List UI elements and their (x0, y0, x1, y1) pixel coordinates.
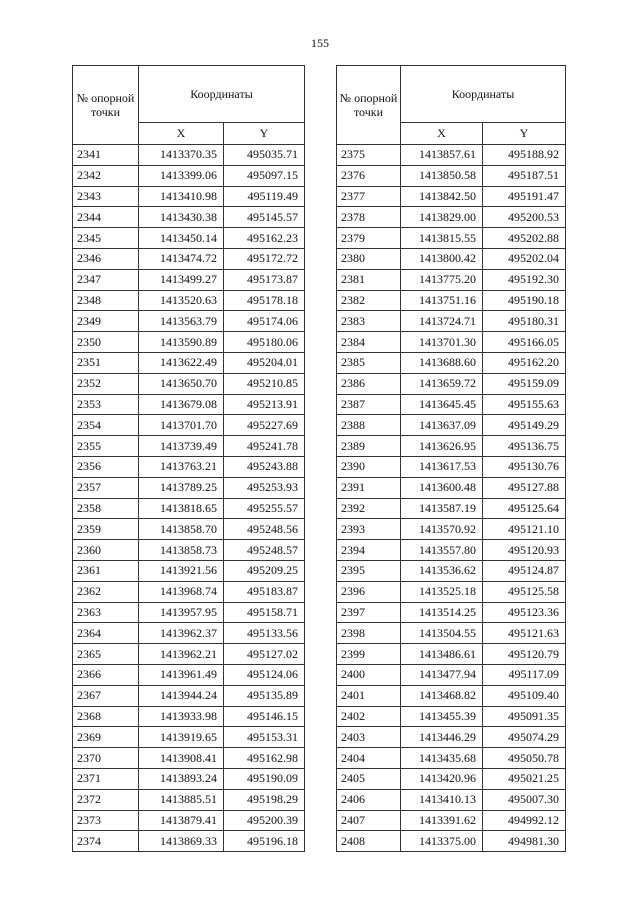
y-coordinate-cell: 495123.36 (483, 602, 566, 623)
x-coordinate-cell: 1413885.51 (139, 789, 224, 810)
x-coordinate-cell: 1413961.49 (139, 664, 224, 685)
table-row (73, 415, 305, 436)
table-row (73, 519, 305, 540)
table-row (337, 581, 566, 602)
y-coordinate-cell: 495125.64 (483, 498, 566, 519)
table-row (337, 352, 566, 373)
point-number-cell: 2390 (337, 456, 401, 477)
y-coordinate-cell: 495124.06 (224, 664, 305, 685)
point-number-cell: 2367 (73, 685, 139, 706)
point-number-cell: 2406 (337, 789, 401, 810)
x-coordinate-cell: 1413908.41 (139, 748, 224, 769)
x-coordinate-cell: 1413557.80 (401, 540, 483, 561)
point-number-cell: 2357 (73, 477, 139, 498)
x-coordinate-cell: 1413410.13 (401, 789, 483, 810)
x-coordinate-cell: 1413962.37 (139, 623, 224, 644)
point-number-cell: 2393 (337, 519, 401, 540)
x-coordinate-cell: 1413450.14 (139, 228, 224, 249)
point-number-cell: 2345 (73, 228, 139, 249)
x-coordinate-cell: 1413474.72 (139, 248, 224, 269)
point-number-cell: 2384 (337, 332, 401, 353)
point-number-cell: 2360 (73, 540, 139, 561)
table-row (73, 727, 305, 748)
point-number-cell: 2356 (73, 456, 139, 477)
x-coordinate-cell: 1413893.24 (139, 768, 224, 789)
point-number-cell: 2381 (337, 269, 401, 290)
y-coordinate-cell: 495091.35 (483, 706, 566, 727)
table-row (73, 540, 305, 561)
table-row (73, 831, 305, 852)
table-row (337, 186, 566, 207)
point-number-cell: 2366 (73, 664, 139, 685)
x-header: X (401, 123, 483, 145)
table-row (337, 290, 566, 311)
point-number-cell: 2365 (73, 644, 139, 665)
x-coordinate-cell: 1413919.65 (139, 727, 224, 748)
y-coordinate-cell: 495074.29 (483, 727, 566, 748)
y-coordinate-cell: 495192.30 (483, 269, 566, 290)
x-coordinate-cell: 1413857.61 (401, 145, 483, 166)
x-coordinate-cell: 1413520.63 (139, 290, 224, 311)
table-row (73, 623, 305, 644)
x-coordinate-cell: 1413829.00 (401, 207, 483, 228)
table-row (337, 685, 566, 706)
point-number-cell: 2388 (337, 415, 401, 436)
x-coordinate-cell: 1413525.18 (401, 581, 483, 602)
table-row (73, 602, 305, 623)
x-coordinate-cell: 1413921.56 (139, 560, 224, 581)
table-row (337, 810, 566, 831)
x-coordinate-cell: 1413701.70 (139, 415, 224, 436)
y-coordinate-cell: 495209.25 (224, 560, 305, 581)
y-coordinate-cell: 495183.87 (224, 581, 305, 602)
y-coordinate-cell: 495162.20 (483, 352, 566, 373)
point-number-cell: 2379 (337, 228, 401, 249)
table-row (73, 290, 305, 311)
x-coordinate-cell: 1413962.21 (139, 644, 224, 665)
y-coordinate-cell: 495155.63 (483, 394, 566, 415)
x-coordinate-cell: 1413763.21 (139, 456, 224, 477)
table-row (73, 477, 305, 498)
point-number-header: № опорной точки (337, 66, 401, 145)
point-number-cell: 2386 (337, 373, 401, 394)
table-row (337, 644, 566, 665)
x-coordinate-cell: 1413637.09 (401, 415, 483, 436)
y-coordinate-cell: 495227.69 (224, 415, 305, 436)
x-coordinate-cell: 1413446.29 (401, 727, 483, 748)
y-coordinate-cell: 495253.93 (224, 477, 305, 498)
table-row (337, 602, 566, 623)
x-coordinate-cell: 1413486.61 (401, 644, 483, 665)
x-coordinate-cell: 1413739.49 (139, 436, 224, 457)
table-row (337, 145, 566, 166)
point-number-cell: 2401 (337, 685, 401, 706)
table-row (337, 664, 566, 685)
x-coordinate-cell: 1413563.79 (139, 311, 224, 332)
y-coordinate-cell: 495173.87 (224, 269, 305, 290)
y-coordinate-cell: 495121.63 (483, 623, 566, 644)
y-coordinate-cell: 495200.39 (224, 810, 305, 831)
y-header: Y (483, 123, 566, 145)
table-row (73, 560, 305, 581)
y-coordinate-cell: 495166.05 (483, 332, 566, 353)
point-number-cell: 2374 (73, 831, 139, 852)
y-coordinate-cell: 495187.51 (483, 165, 566, 186)
y-coordinate-cell: 495162.98 (224, 748, 305, 769)
table-row (337, 207, 566, 228)
x-coordinate-cell: 1413477.94 (401, 664, 483, 685)
coordinates-table-right (336, 65, 566, 852)
x-coordinate-cell: 1413842.50 (401, 186, 483, 207)
x-coordinate-cell: 1413430.38 (139, 207, 224, 228)
point-number-cell: 2396 (337, 581, 401, 602)
point-number-cell: 2346 (73, 248, 139, 269)
table-row (73, 436, 305, 457)
table-row (73, 456, 305, 477)
point-number-cell: 2368 (73, 706, 139, 727)
coordinates-header: Координаты (401, 66, 566, 123)
table-body-left (73, 145, 305, 852)
y-coordinate-cell: 495248.57 (224, 540, 305, 561)
x-coordinate-cell: 1413850.58 (401, 165, 483, 186)
y-coordinate-cell: 495200.53 (483, 207, 566, 228)
point-number-cell: 2354 (73, 415, 139, 436)
y-coordinate-cell: 495021.25 (483, 768, 566, 789)
table-row (73, 352, 305, 373)
point-number-cell: 2392 (337, 498, 401, 519)
table-row (337, 228, 566, 249)
y-coordinate-cell: 495149.29 (483, 415, 566, 436)
y-coordinate-cell: 495127.02 (224, 644, 305, 665)
table-row (73, 581, 305, 602)
table-row (73, 789, 305, 810)
x-coordinate-cell: 1413688.60 (401, 352, 483, 373)
y-coordinate-cell: 495213.91 (224, 394, 305, 415)
y-coordinate-cell: 495162.23 (224, 228, 305, 249)
point-number-cell: 2394 (337, 540, 401, 561)
y-coordinate-cell: 495050.78 (483, 748, 566, 769)
x-coordinate-cell: 1413514.25 (401, 602, 483, 623)
y-coordinate-cell: 495255.57 (224, 498, 305, 519)
table-row (337, 706, 566, 727)
table-row (337, 623, 566, 644)
table-row (73, 332, 305, 353)
table-row (337, 332, 566, 353)
x-header: X (139, 123, 224, 145)
x-coordinate-cell: 1413815.55 (401, 228, 483, 249)
x-coordinate-cell: 1413879.41 (139, 810, 224, 831)
point-number-cell: 2349 (73, 311, 139, 332)
y-coordinate-cell: 495127.88 (483, 477, 566, 498)
y-coordinate-cell: 495202.88 (483, 228, 566, 249)
x-coordinate-cell: 1413617.53 (401, 456, 483, 477)
y-coordinate-cell: 495119.49 (224, 186, 305, 207)
point-number-cell: 2355 (73, 436, 139, 457)
y-coordinate-cell: 495241.78 (224, 436, 305, 457)
y-coordinate-cell: 495097.15 (224, 165, 305, 186)
point-number-cell: 2377 (337, 186, 401, 207)
y-coordinate-cell: 495190.18 (483, 290, 566, 311)
y-coordinate-cell: 495120.93 (483, 540, 566, 561)
point-number-cell: 2363 (73, 602, 139, 623)
x-coordinate-cell: 1413375.00 (401, 831, 483, 852)
x-coordinate-cell: 1413504.55 (401, 623, 483, 644)
x-coordinate-cell: 1413499.27 (139, 269, 224, 290)
y-coordinate-cell: 495109.40 (483, 685, 566, 706)
y-coordinate-cell: 495117.09 (483, 664, 566, 685)
table-row (73, 269, 305, 290)
x-coordinate-cell: 1413933.98 (139, 706, 224, 727)
table-row (73, 248, 305, 269)
point-number-cell: 2404 (337, 748, 401, 769)
x-coordinate-cell: 1413410.98 (139, 186, 224, 207)
x-coordinate-cell: 1413626.95 (401, 436, 483, 457)
y-coordinate-cell: 495153.31 (224, 727, 305, 748)
x-coordinate-cell: 1413701.30 (401, 332, 483, 353)
table-row (337, 540, 566, 561)
y-coordinate-cell: 495191.47 (483, 186, 566, 207)
x-coordinate-cell: 1413370.35 (139, 145, 224, 166)
point-number-cell: 2387 (337, 394, 401, 415)
x-coordinate-cell: 1413858.73 (139, 540, 224, 561)
table-row (337, 373, 566, 394)
point-number-cell: 2397 (337, 602, 401, 623)
point-number-cell: 2385 (337, 352, 401, 373)
x-coordinate-cell: 1413944.24 (139, 685, 224, 706)
point-number-cell: 2369 (73, 727, 139, 748)
x-coordinate-cell: 1413536.62 (401, 560, 483, 581)
point-number-cell: 2391 (337, 477, 401, 498)
point-number-cell: 2402 (337, 706, 401, 727)
point-number-cell: 2373 (73, 810, 139, 831)
table-row (337, 498, 566, 519)
y-coordinate-cell: 495158.71 (224, 602, 305, 623)
y-coordinate-cell: 495125.58 (483, 581, 566, 602)
table-row (337, 165, 566, 186)
x-coordinate-cell: 1413587.19 (401, 498, 483, 519)
point-number-cell: 2383 (337, 311, 401, 332)
table-row (337, 519, 566, 540)
table-row (337, 768, 566, 789)
x-coordinate-cell: 1413957.95 (139, 602, 224, 623)
y-coordinate-cell: 495210.85 (224, 373, 305, 394)
table-row (337, 727, 566, 748)
y-coordinate-cell: 495159.09 (483, 373, 566, 394)
point-number-cell: 2408 (337, 831, 401, 852)
x-coordinate-cell: 1413724.71 (401, 311, 483, 332)
table-row (73, 373, 305, 394)
point-number-cell: 2398 (337, 623, 401, 644)
x-coordinate-cell: 1413399.06 (139, 165, 224, 186)
x-coordinate-cell: 1413455.39 (401, 706, 483, 727)
x-coordinate-cell: 1413751.16 (401, 290, 483, 311)
x-coordinate-cell: 1413818.65 (139, 498, 224, 519)
table-row (337, 477, 566, 498)
table-row (337, 248, 566, 269)
y-coordinate-cell: 495202.04 (483, 248, 566, 269)
point-number-cell: 2380 (337, 248, 401, 269)
y-coordinate-cell: 495172.72 (224, 248, 305, 269)
x-coordinate-cell: 1413775.20 (401, 269, 483, 290)
y-coordinate-cell: 495135.89 (224, 685, 305, 706)
y-coordinate-cell: 495130.76 (483, 456, 566, 477)
x-coordinate-cell: 1413391.62 (401, 810, 483, 831)
table-row (73, 706, 305, 727)
point-number-cell: 2353 (73, 394, 139, 415)
y-coordinate-cell: 495243.88 (224, 456, 305, 477)
x-coordinate-cell: 1413789.25 (139, 477, 224, 498)
x-coordinate-cell: 1413622.49 (139, 352, 224, 373)
y-coordinate-cell: 495174.06 (224, 311, 305, 332)
page-number: 155 (311, 36, 329, 50)
table-row (73, 228, 305, 249)
table-row (73, 207, 305, 228)
point-number-cell: 2407 (337, 810, 401, 831)
point-number-cell: 2375 (337, 145, 401, 166)
y-coordinate-cell: 495178.18 (224, 290, 305, 311)
point-number-cell: 2364 (73, 623, 139, 644)
x-coordinate-cell: 1413570.92 (401, 519, 483, 540)
table-row (73, 685, 305, 706)
point-number-cell: 2370 (73, 748, 139, 769)
y-coordinate-cell: 495133.56 (224, 623, 305, 644)
table-row (337, 831, 566, 852)
x-coordinate-cell: 1413468.82 (401, 685, 483, 706)
table-row (337, 789, 566, 810)
table-row (73, 768, 305, 789)
x-coordinate-cell: 1413679.08 (139, 394, 224, 415)
point-number-cell: 2376 (337, 165, 401, 186)
y-coordinate-cell: 495136.75 (483, 436, 566, 457)
point-number-cell: 2344 (73, 207, 139, 228)
point-number-cell: 2382 (337, 290, 401, 311)
point-number-cell: 2399 (337, 644, 401, 665)
point-number-cell: 2361 (73, 560, 139, 581)
point-number-header: № опорной точки (73, 66, 139, 145)
y-coordinate-cell: 495188.92 (483, 145, 566, 166)
x-coordinate-cell: 1413600.48 (401, 477, 483, 498)
table-row (337, 415, 566, 436)
x-coordinate-cell: 1413869.33 (139, 831, 224, 852)
table-row (337, 436, 566, 457)
y-coordinate-cell: 494992.12 (483, 810, 566, 831)
table-row (337, 456, 566, 477)
x-coordinate-cell: 1413435.68 (401, 748, 483, 769)
table-row (337, 748, 566, 769)
point-number-cell: 2395 (337, 560, 401, 581)
point-number-cell: 2342 (73, 165, 139, 186)
point-number-cell: 2350 (73, 332, 139, 353)
point-number-cell: 2405 (337, 768, 401, 789)
x-coordinate-cell: 1413650.70 (139, 373, 224, 394)
y-coordinate-cell: 495180.06 (224, 332, 305, 353)
y-coordinate-cell: 495120.79 (483, 644, 566, 665)
table-row (73, 394, 305, 415)
y-coordinate-cell: 494981.30 (483, 831, 566, 852)
point-number-cell: 2400 (337, 664, 401, 685)
table-row (73, 810, 305, 831)
point-number-cell: 2351 (73, 352, 139, 373)
point-number-cell: 2362 (73, 581, 139, 602)
point-number-cell: 2341 (73, 145, 139, 166)
x-coordinate-cell: 1413590.89 (139, 332, 224, 353)
point-number-cell: 2378 (337, 207, 401, 228)
table-row (337, 394, 566, 415)
point-number-cell: 2359 (73, 519, 139, 540)
x-coordinate-cell: 1413645.45 (401, 394, 483, 415)
table-row (73, 311, 305, 332)
table-row (73, 186, 305, 207)
y-coordinate-cell: 495146.15 (224, 706, 305, 727)
x-coordinate-cell: 1413800.42 (401, 248, 483, 269)
table-body-right (337, 145, 566, 852)
point-number-cell: 2347 (73, 269, 139, 290)
table-row (73, 498, 305, 519)
coordinates-table-left (72, 65, 305, 852)
point-number-cell: 2403 (337, 727, 401, 748)
table-row (73, 664, 305, 685)
table-row (73, 145, 305, 166)
table-row (73, 644, 305, 665)
y-coordinate-cell: 495007.30 (483, 789, 566, 810)
table-row (337, 311, 566, 332)
x-coordinate-cell: 1413659.72 (401, 373, 483, 394)
y-coordinate-cell: 495198.29 (224, 789, 305, 810)
point-number-cell: 2358 (73, 498, 139, 519)
y-coordinate-cell: 495035.71 (224, 145, 305, 166)
y-coordinate-cell: 495190.09 (224, 768, 305, 789)
table-row (337, 269, 566, 290)
y-coordinate-cell: 495196.18 (224, 831, 305, 852)
point-number-cell: 2352 (73, 373, 139, 394)
table-row (73, 165, 305, 186)
y-coordinate-cell: 495121.10 (483, 519, 566, 540)
y-coordinate-cell: 495145.57 (224, 207, 305, 228)
x-coordinate-cell: 1413968.74 (139, 581, 224, 602)
x-coordinate-cell: 1413858.70 (139, 519, 224, 540)
y-coordinate-cell: 495124.87 (483, 560, 566, 581)
point-number-cell: 2372 (73, 789, 139, 810)
point-number-cell: 2371 (73, 768, 139, 789)
y-header: Y (224, 123, 305, 145)
y-coordinate-cell: 495204.01 (224, 352, 305, 373)
y-coordinate-cell: 495180.31 (483, 311, 566, 332)
table-row (73, 748, 305, 769)
point-number-cell: 2343 (73, 186, 139, 207)
y-coordinate-cell: 495248.56 (224, 519, 305, 540)
x-coordinate-cell: 1413420.96 (401, 768, 483, 789)
point-number-cell: 2389 (337, 436, 401, 457)
coordinates-header: Координаты (139, 66, 305, 123)
table-row (337, 560, 566, 581)
point-number-cell: 2348 (73, 290, 139, 311)
